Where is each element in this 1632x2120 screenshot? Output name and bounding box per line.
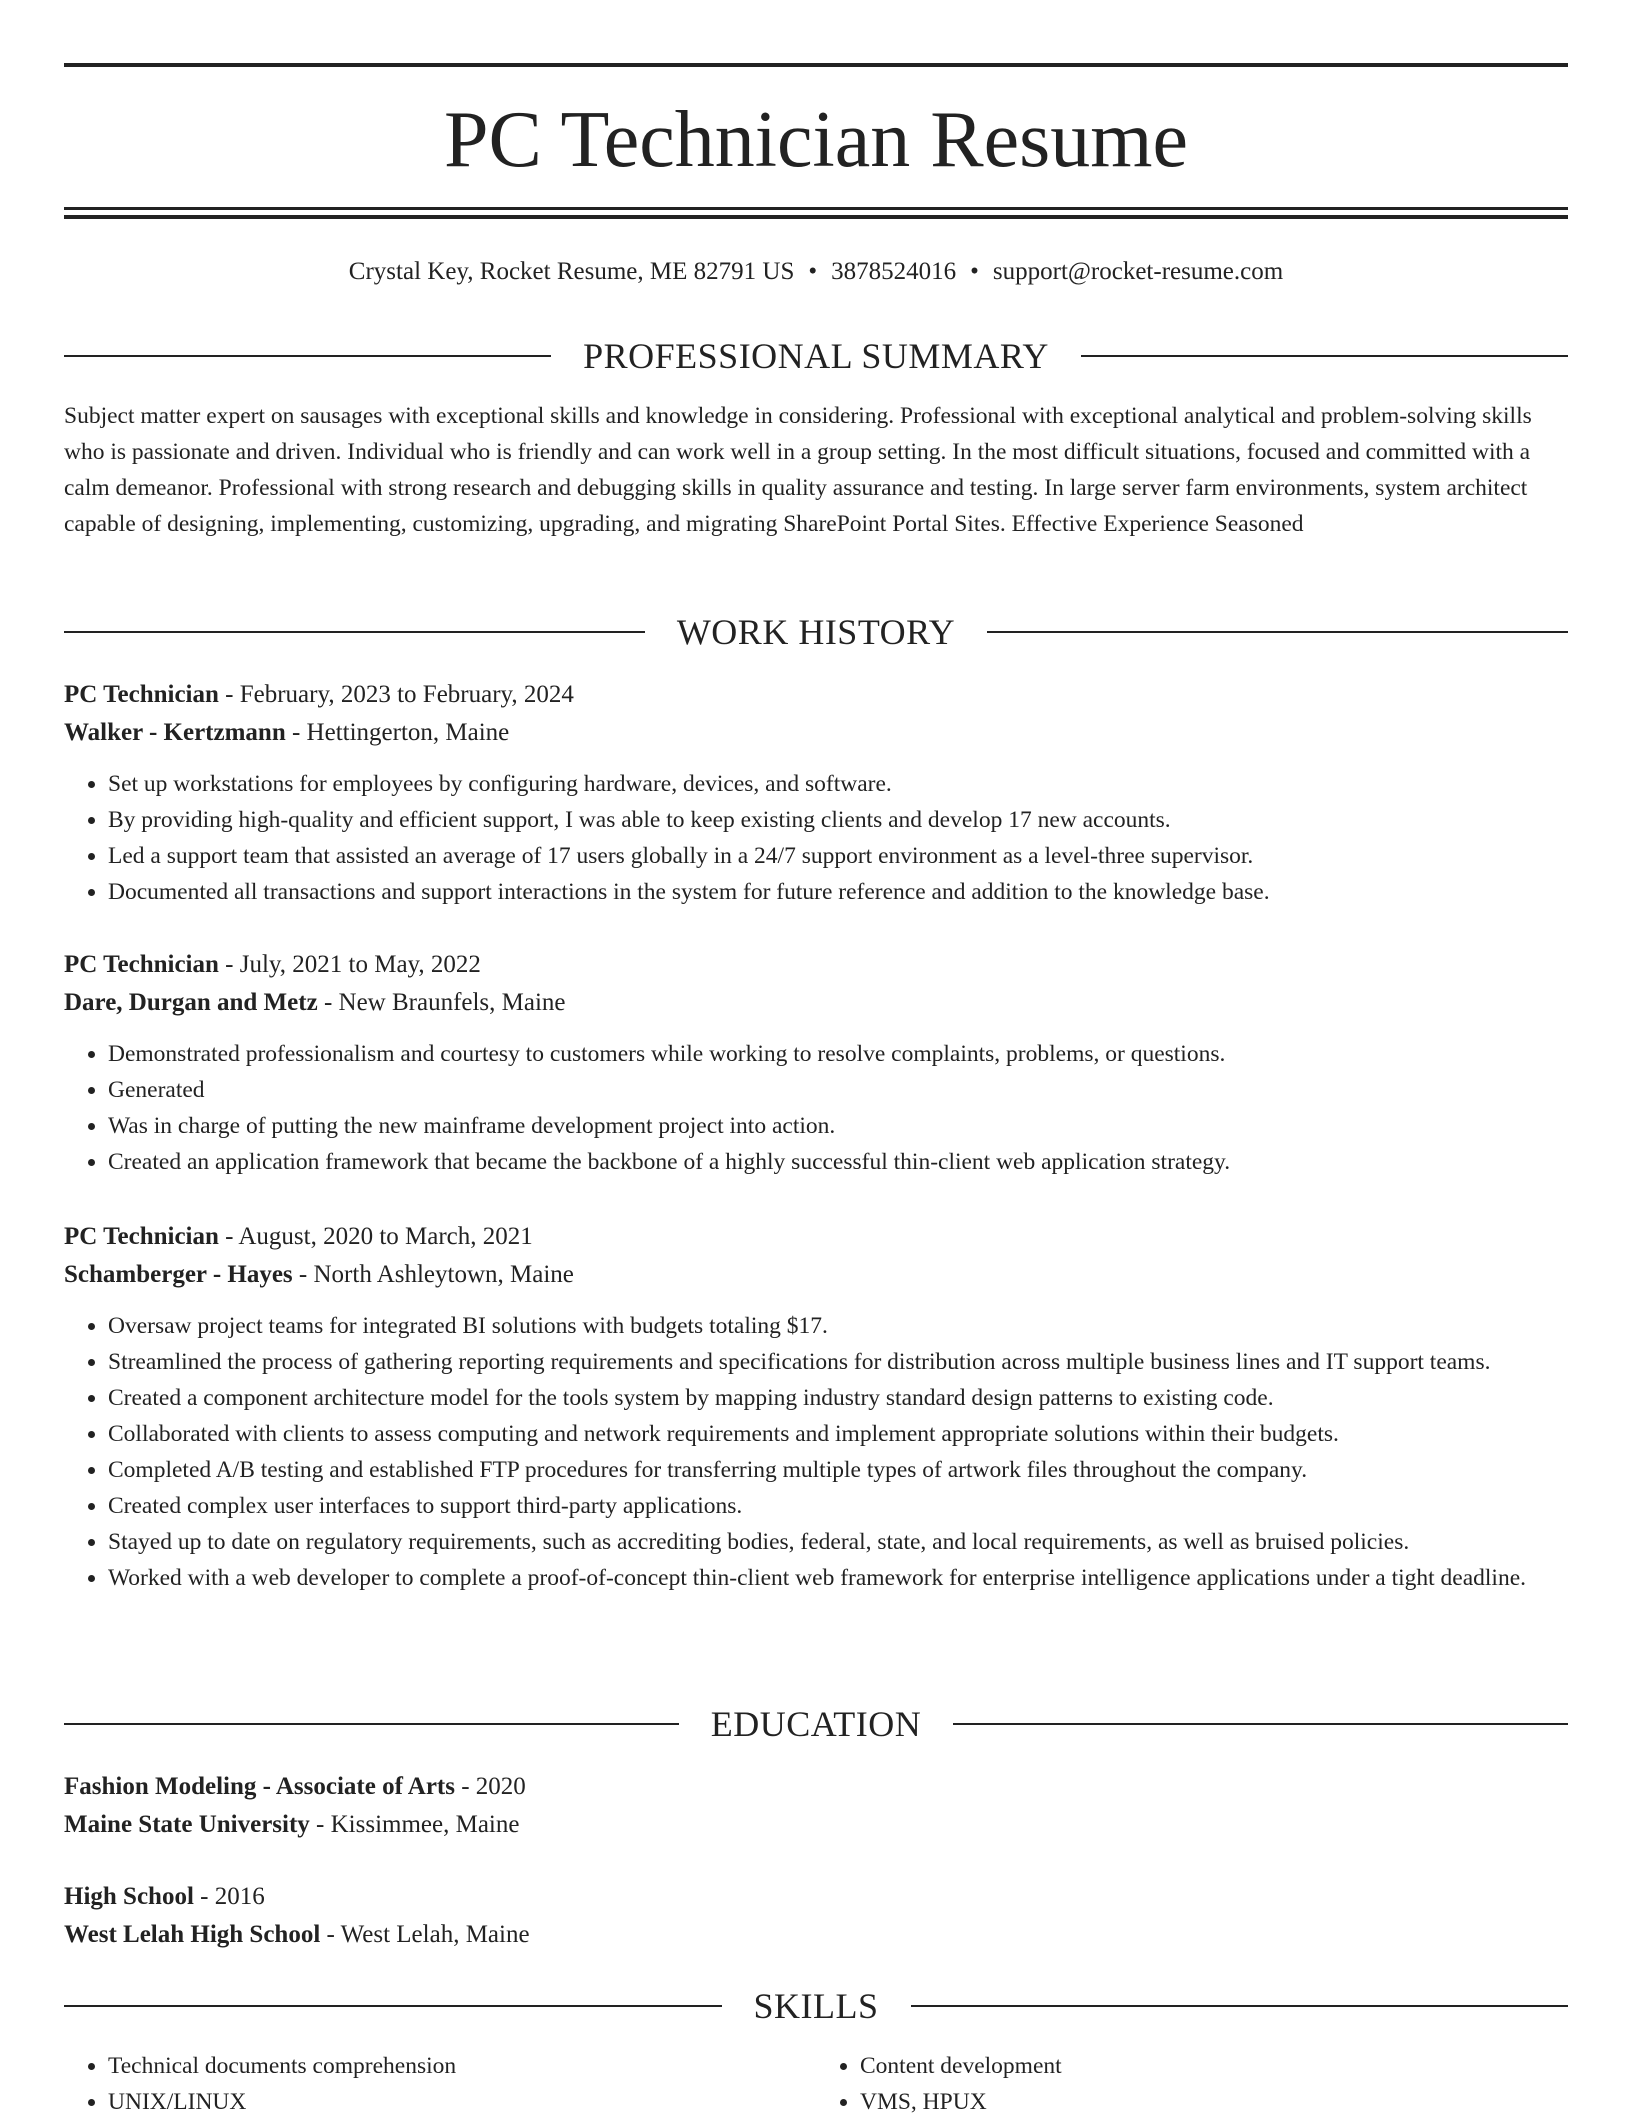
- section-heading-label: PROFESSIONAL SUMMARY: [583, 336, 1049, 376]
- job-bullets: [64, 766, 1568, 910]
- education-school: Maine State University: [64, 1811, 310, 1838]
- job-entry: [64, 676, 1568, 910]
- job-location: - Hettingerton, Maine: [285, 719, 510, 746]
- section-heading-label: SKILLS: [753, 1986, 879, 2026]
- job-entry: [64, 1218, 1568, 1596]
- section-heading-summary: [64, 336, 1568, 376]
- title-double-rule: [64, 207, 1568, 219]
- education-degree: Fashion Modeling - Associate of Arts: [64, 1773, 455, 1800]
- contact-phone: 3878524016: [831, 258, 957, 285]
- education-degree-line: [64, 1768, 1568, 1806]
- contact-separator: •: [970, 258, 979, 285]
- job-title: PC Technician: [64, 951, 219, 978]
- job-bullet: • By providing high-quality and efficient support, I was able to keep existing clients and develop 17 new accounts.: [108, 802, 1568, 838]
- section-heading-education: [64, 1704, 1568, 1744]
- section-heading-label: WORK HISTORY: [676, 612, 956, 652]
- job-bullet: • Collaborated with clients to assess computing and network requirements and implement appropriate solutions within their budgets.: [108, 1416, 1568, 1452]
- job-bullet: • Worked with a web developer to complete a proof-of-concept thin-client web framework for enterprise intelligence applications under a tight deadline.: [108, 1560, 1568, 1596]
- education-year: - 2020: [454, 1773, 526, 1800]
- job-bullets: [64, 1308, 1568, 1596]
- job-dates: - February, 2023 to February, 2024: [218, 681, 574, 708]
- job-company-line: [64, 984, 1568, 1022]
- job-bullet: • Demonstrated professionalism and courtesy to customers while working to resolve complaints, problems, or questions.: [108, 1036, 1568, 1072]
- skill-item: • Technical documents comprehension: [108, 2048, 816, 2084]
- job-company-line: [64, 1256, 1568, 1294]
- job-title: PC Technician: [64, 1223, 219, 1250]
- top-rule: [64, 63, 1568, 67]
- section-heading-label: EDUCATION: [710, 1704, 922, 1744]
- skill-item: • Content development: [860, 2048, 1568, 2084]
- skill-item: • VMS, HPUX: [860, 2084, 1568, 2120]
- contact-email: support@rocket-resume.com: [992, 258, 1284, 285]
- education-entry: [64, 1878, 1568, 1954]
- contact-line: [64, 254, 1568, 290]
- education-degree-line: [64, 1878, 1568, 1916]
- section-heading-skills: [64, 1986, 1568, 2026]
- job-dates: - August, 2020 to March, 2021: [218, 1223, 533, 1250]
- skills-column-right: [816, 2048, 1568, 2120]
- education-degree: High School: [64, 1883, 194, 1910]
- job-company: Walker - Kertzmann: [64, 719, 286, 746]
- education-location: - West Lelah, Maine: [320, 1921, 530, 1948]
- job-bullet: • Created a component architecture model for the tools system by mapping industry standard design patterns to existing code.: [108, 1380, 1568, 1416]
- contact-separator: •: [808, 258, 818, 285]
- job-dates: - July, 2021 to May, 2022: [218, 951, 481, 978]
- skill-item: • UNIX/LINUX: [108, 2084, 816, 2120]
- job-location: - New Braunfels, Maine: [317, 989, 566, 1016]
- page-title: PC Technician Resume: [444, 96, 1188, 184]
- section-heading-work-history: [64, 612, 1568, 652]
- job-bullet: • Set up workstations for employees by configuring hardware, devices, and software.: [108, 766, 1568, 802]
- job-company: Schamberger - Hayes: [64, 1261, 293, 1288]
- summary-block: [64, 398, 1568, 542]
- job-bullet: • Led a support team that assisted an average of 17 users globally in a 24/7 support environment as a level-three supervisor.: [108, 838, 1568, 874]
- job-bullet: • Created complex user interfaces to support third-party applications.: [108, 1488, 1568, 1524]
- job-bullet: • Completed A/B testing and established FTP procedures for transferring multiple types of artwork files throughout the company.: [108, 1452, 1568, 1488]
- job-title: PC Technician: [64, 681, 219, 708]
- job-bullet: • Was in charge of putting the new mainframe development project into action.: [108, 1108, 1568, 1144]
- job-bullet: • Generated: [108, 1072, 1568, 1108]
- job-company-line: [64, 714, 1568, 752]
- education-school-line: [64, 1916, 1568, 1954]
- skills-list: [64, 2048, 1568, 2120]
- job-bullet: • Oversaw project teams for integrated BI solutions with budgets totaling $17.: [108, 1308, 1568, 1344]
- job-location: - North Ashleytown, Maine: [292, 1261, 574, 1288]
- skills-column-left: [64, 2048, 816, 2120]
- education-year: - 2016: [193, 1883, 265, 1910]
- job-company: Dare, Durgan and Metz: [64, 989, 318, 1016]
- job-bullet: • Documented all transactions and support interactions in the system for future reference and addition to the knowledge base.: [108, 874, 1568, 910]
- job-bullet: • Streamlined the process of gathering reporting requirements and specifications for distribution across multiple business lines and IT support teams.: [108, 1344, 1568, 1380]
- job-title-line: [64, 676, 1568, 714]
- summary-text: Subject matter expert on sausages with exceptional skills and knowledge in considering. Professional with exceptional analytical and problem-solving skills who is passionate and driven. Individual who is friendly and can work well in a group setting. In the most difficult situations, focused and committed with a calm demeanor. Professional with strong research and debugging skills in quality assurance and testing. In large server farm environments, system architect capable of designing, implementing, customizing, upgrading, and migrating SharePoint Portal Sites. Effective Experience Seasoned: [64, 403, 1532, 537]
- education-entry: [64, 1768, 1568, 1844]
- job-bullet: • Created an application framework that became the backbone of a highly successful thin-client web application strategy.: [108, 1144, 1568, 1180]
- education-school: West Lelah High School: [64, 1921, 321, 1948]
- education-location: - Kissimmee, Maine: [309, 1811, 520, 1838]
- job-entry: [64, 946, 1568, 1180]
- job-title-line: [64, 946, 1568, 984]
- job-bullets: [64, 1036, 1568, 1180]
- education-school-line: [64, 1806, 1568, 1844]
- job-bullet: • Stayed up to date on regulatory requirements, such as accrediting bodies, federal, state, and local requirements, as well as bruised policies.: [108, 1524, 1568, 1560]
- job-title-line: [64, 1218, 1568, 1256]
- contact-address: Crystal Key, Rocket Resume, ME 82791 US: [348, 258, 795, 285]
